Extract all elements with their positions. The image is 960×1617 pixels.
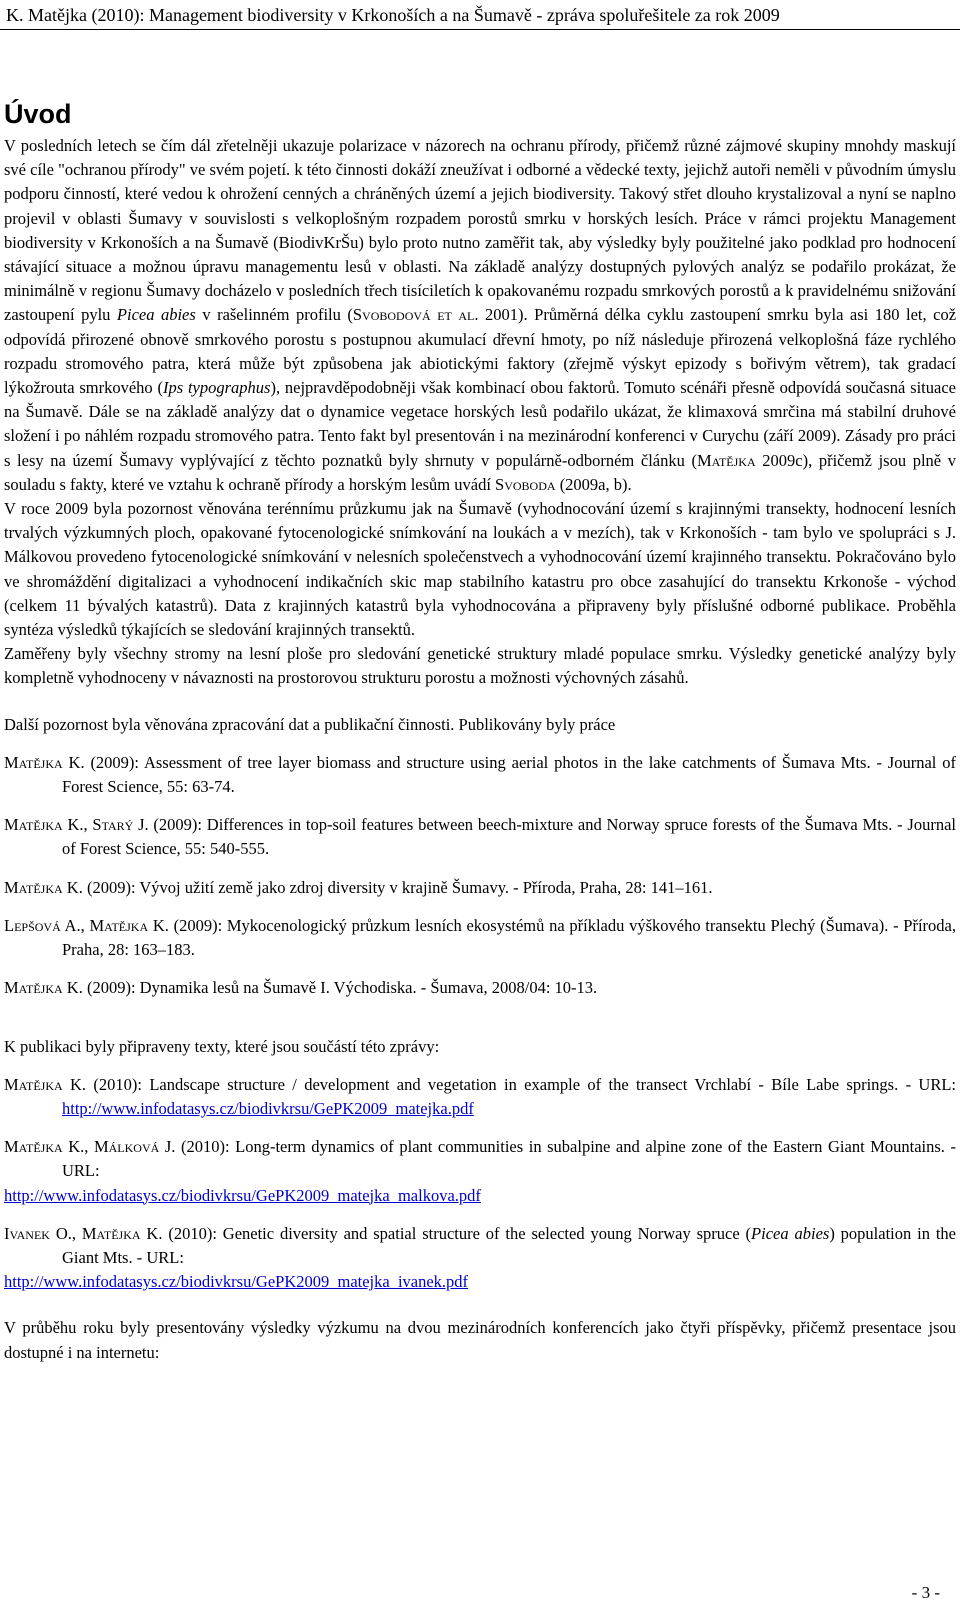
citation-author: Svobodová et al. <box>352 305 479 325</box>
published-intro: Další pozornost byla věnována zpracování dat a publikační činnosti. Publikovány byly práce <box>4 714 616 734</box>
report-link[interactable]: http://www.infodatasys.cz/biodivkrsu/GePK2009_matejka_ivanek.pdf <box>4 1272 469 1292</box>
reference-item: Matějka K. (2009): Assessment of tree layer biomass and structure using aerial photos in the lake catchments of Šumava Mts. - Journal of Forest Science, 55: 63-74. <box>4 752 956 797</box>
section-title: Úvod <box>4 99 72 129</box>
running-header: K. Matějka (2010): Management biodiversity v Krkonoších a na Šumavě - zpráva spoluřešitele za rok 2009 <box>6 5 780 25</box>
intro-paragraph: V posledních letech se čím dál zřetelněji ukazuje polarizace v názorech na ochranu přírody, přičemž různé zájmové skupiny mnohdy maskují své cíle "ochranou přírody" ve svém pojetí. k této činnosti dokáží zneužívat i odborné a vědecké texty, jejichž autoři neměli v původním úmyslu podporu činností, které vedou k ohrožení cenných a chráněných území a jejich biodiversity. Takový střet dlouho krystalizoval a nyní se naplno projevil v oblasti Šumavy v souvislosti s velkoplošným rozpadem porostů smrku v horských lesích. Práce v rámci projektu Management biodiversity v Krkonoších a na Šumavě (BiodivKrŠu) bylo proto nutno zaměřit tak, aby výsledky byly použitelné jako podklad pro hodnocení stávající situace a možnou úpravu managementu lesů v oblasti. Na základě analýzy dostupných pylových analýz se podařilo prokázat, že minimálně v regionu Šumavy docházelo v posledních třech tisíciletích k opakovanému rozpadu smrkových porostů a k pravidelnému snižování zastoupení pylu Picea abies v rašelinném profilu (Svobodová et al. 2001). Průměrná délka cyklu zastoupení smrku byla asi 180 let, což odpovídá přirozené obnově smrkového porostu s postupnou akumulací dřevní hmoty, po níž následuje přirozená velkoplošná fáze rychlého rozpadu stromového patra, která může být způsobena jak abiotickými faktory (zřejmě výskyt epizody s bořivým větrem), tak gradací lýkožrouta smrkového (Ips typographus), nejpravděpodobněji však kombinací obou faktorů. Tomuto scénáři přesně odpovídá současná situace na Šumavě. Dále se na základě analýzy dat o dynamice vegetace horských lesů podařilo ukázat, že klimaxová smrčina má stabilní druhové složení i po náhlém rozpadu stromového patra. Tento fakt byl presentován i na mezinárodní konferenci v Curychu (září 2009). Zásady pro práci s lesy na území Šumavy vyplývající z těchto poznatků byly shrnuty v populárně-odborném článku (Matějka 2009c), přičemž jsou plně v souladu s fakty, které ve vztahu k ochraně přírody a horským lesům uvádí Svoboda (2009a, b). <box>4 136 957 494</box>
reference-item: Ivanek O., Matějka K. (2010): Genetic diversity and spatial structure of the selected young Norway spruce (Picea abies) population in the Giant Mts. - URL: http://www.infodatasys.cz/biodivkrsu/GePK2009_matejka_ivanek.pdf <box>4 1222 956 1295</box>
reference-item: Matějka K. (2010): Landscape structure / development and vegetation in example of the transect Vrchlabí - Bíle Labe springs. - URL: http://www.infodatasys.cz/biodivkrsu/GePK2009_matejka.pdf <box>4 1074 956 1118</box>
fieldwork-paragraph: V roce 2009 byla pozornost věnována terénnímu průzkumu jak na Šumavě (vyhodnocování území s krajinnými transekty, hodnocení lesních trvalých výzkumných ploch, opakované fytocenologické snímkování na loukách a v mezích), tak v Krkonoších - tam bylo ve spolupráci s J. Málkovou provedeno fytocenologické snímkování v nelesních společenstvech a vyhodnocování území krajinného transektu. Pokračováno bylo ve shromáždění digitalizaci a vyhodnocení indikačních skic map stabilního katastru pro obce zasahující do transektu Krkonoše - východ (celkem 11 bývalých katastrů). Data z krajinných katastrů byla vyhodnocována a připraveny byly příslušné odborné publikace. Proběhla syntéza výsledků týkajících se sledování krajinných transektů. <box>4 499 956 640</box>
species-name: Ips typographus <box>162 378 271 398</box>
citation-author: Matějka <box>696 450 756 470</box>
prepared-intro: K publikaci byly připraveny texty, které jsou součástí této zprávy: <box>4 1036 440 1056</box>
reference-item: Matějka K. (2009): Dynamika lesů na Šumavě I. Východiska. - Šumava, 2008/04: 10-13. <box>4 978 598 998</box>
body-text <box>4 134 956 1365</box>
species-name: Picea abies <box>116 305 196 325</box>
reference-item: Matějka K. (2009): Vývoj užití země jako zdroj diversity v krajině Šumavy. - Příroda, Praha, 28: 141–161. <box>4 877 713 897</box>
genetics-paragraph: Zaměřeny byly všechny stromy na lesní ploše pro sledování genetické struktury mladé populace smrku. Výsledky genetické analýzy byly kompletně vyhodnoceny v návaznosti na prostorovou strukturu porostu a možnosti výchovných zásahů. <box>4 644 956 688</box>
reference-item: Matějka K., Málková J. (2010): Long-term dynamics of plant communities in subalpine and alpine zone of the Eastern Giant Mountains. - URL: http://www.infodatasys.cz/biodivkrsu/GePK2009_matejka_malkova.pdf <box>4 1135 956 1208</box>
report-link[interactable]: http://www.infodatasys.cz/biodivkrsu/GePK2009_matejka.pdf <box>62 1098 474 1118</box>
reference-item: Lepšová A., Matějka K. (2009): Mykocenologický průzkum lesních ekosystémů na příkladu výškového transektu Plechý (Šumava). - Příroda, Praha, 28: 163–183. <box>4 915 956 960</box>
citation-author: Svoboda <box>495 474 556 494</box>
reference-item: Matějka K., Starý J. (2009): Differences in top-soil features between beech-mixture and Norway spruce forests of the Šumava Mts. - Journal of Forest Science, 55: 540-555. <box>4 815 956 859</box>
report-link[interactable]: http://www.infodatasys.cz/biodivkrsu/GePK2009_matejka_malkova.pdf <box>4 1185 481 1205</box>
species-name: Picea abies <box>751 1223 830 1243</box>
conferences-intro: V průběhu roku byly presentovány výsledky výzkumu na dvou mezinárodních konferencích jako čtyři příspěvky, přičemž presentace jsou dostupné i na internetu: <box>4 1318 956 1362</box>
page-number: - 3 - <box>911 1583 940 1602</box>
header-rule <box>0 29 960 30</box>
